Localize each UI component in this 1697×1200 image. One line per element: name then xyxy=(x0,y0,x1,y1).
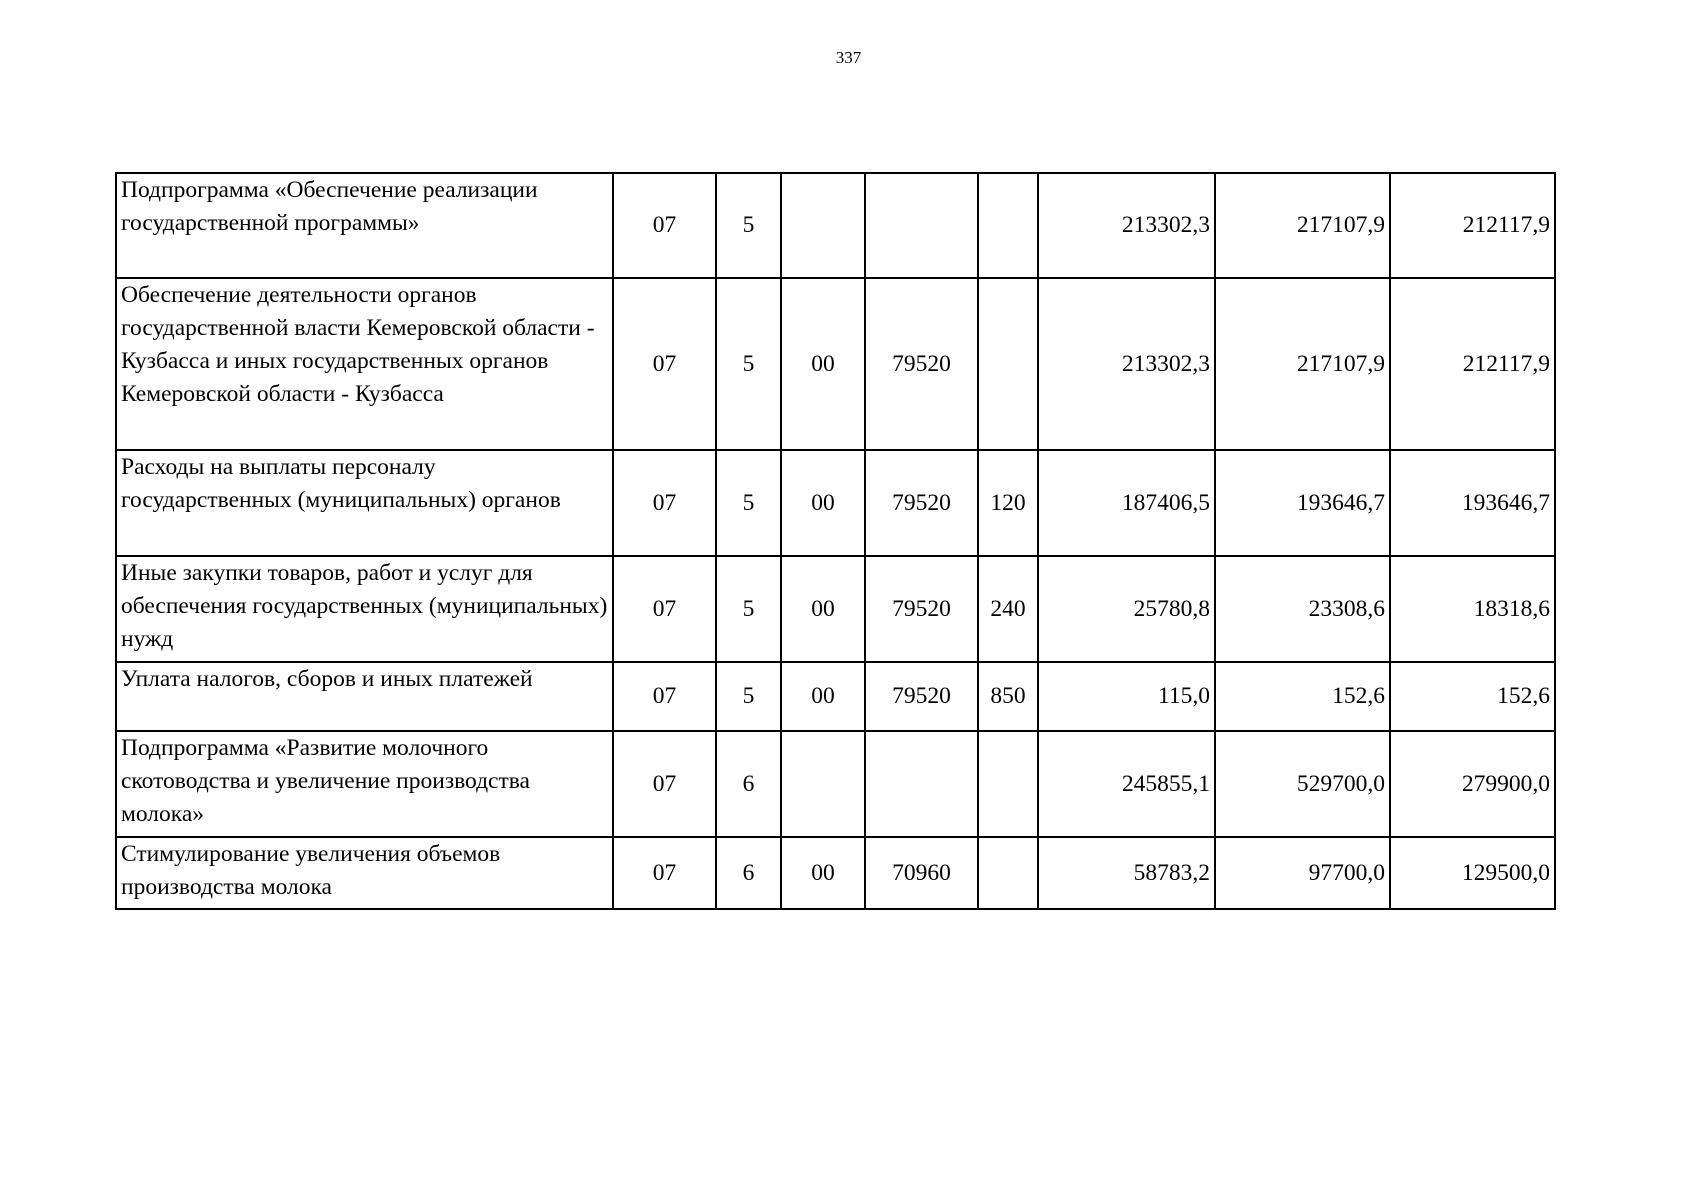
page-number: 337 xyxy=(835,48,862,67)
csr-part2-cell: 70960 xyxy=(865,837,978,909)
sum-year1-cell: 25780,8 xyxy=(1038,556,1215,662)
sum-year2-cell: 23308,6 xyxy=(1215,556,1390,662)
sum-year3-cell: 18318,6 xyxy=(1390,556,1555,662)
podrazdel-cell: 5 xyxy=(716,173,781,278)
razdel-cell: 07 xyxy=(613,556,716,662)
csr-part2-cell: 79520 xyxy=(865,450,978,556)
csr-part1-cell: 00 xyxy=(781,556,865,662)
sum-year2-cell: 193646,7 xyxy=(1215,450,1390,556)
podrazdel-cell: 6 xyxy=(716,731,781,837)
row-name-cell: Уплата налогов, сборов и иных платежей xyxy=(116,662,613,731)
csr-part2-cell xyxy=(865,173,978,278)
row-name-cell: Стимулирование увеличения объемов производства молока xyxy=(116,837,613,909)
razdel-cell: 07 xyxy=(613,662,716,731)
table-row xyxy=(116,173,1555,278)
sum-year1-cell: 245855,1 xyxy=(1038,731,1215,837)
table-row xyxy=(116,662,1555,731)
sum-year1-cell: 213302,3 xyxy=(1038,278,1215,450)
table-row xyxy=(116,837,1555,909)
csr-part1-cell: 00 xyxy=(781,450,865,556)
row-name-cell: Иные закупки товаров, работ и услуг для обеспечения государственных (муниципальных) нужд xyxy=(116,556,613,662)
podrazdel-cell: 5 xyxy=(716,278,781,450)
sum-year2-cell: 97700,0 xyxy=(1215,837,1390,909)
budget-table xyxy=(115,172,1556,910)
vr-cell: 850 xyxy=(978,662,1038,731)
razdel-cell: 07 xyxy=(613,173,716,278)
sum-year2-cell: 152,6 xyxy=(1215,662,1390,731)
csr-part1-cell xyxy=(781,731,865,837)
sum-year2-cell: 217107,9 xyxy=(1215,173,1390,278)
sum-year2-cell: 217107,9 xyxy=(1215,278,1390,450)
table-row xyxy=(116,450,1555,556)
vr-cell: 240 xyxy=(978,556,1038,662)
sum-year3-cell: 212117,9 xyxy=(1390,278,1555,450)
sum-year3-cell: 212117,9 xyxy=(1390,173,1555,278)
sum-year3-cell: 193646,7 xyxy=(1390,450,1555,556)
csr-part1-cell: 00 xyxy=(781,662,865,731)
podrazdel-cell: 5 xyxy=(716,662,781,731)
table-row xyxy=(116,731,1555,837)
vr-cell xyxy=(978,731,1038,837)
row-name-cell: Обеспечение деятельности органов государственной власти Кемеровской области - Кузбасса и иных государственных органов Кемеровской области - Кузбасса xyxy=(116,278,613,450)
sum-year3-cell: 152,6 xyxy=(1390,662,1555,731)
razdel-cell: 07 xyxy=(613,450,716,556)
razdel-cell: 07 xyxy=(613,837,716,909)
sum-year3-cell: 279900,0 xyxy=(1390,731,1555,837)
sum-year1-cell: 187406,5 xyxy=(1038,450,1215,556)
csr-part2-cell: 79520 xyxy=(865,662,978,731)
podrazdel-cell: 5 xyxy=(716,556,781,662)
sum-year1-cell: 58783,2 xyxy=(1038,837,1215,909)
vr-cell: 120 xyxy=(978,450,1038,556)
vr-cell xyxy=(978,837,1038,909)
podrazdel-cell: 6 xyxy=(716,837,781,909)
csr-part2-cell xyxy=(865,731,978,837)
csr-part2-cell: 79520 xyxy=(865,556,978,662)
table-row xyxy=(116,278,1555,450)
razdel-cell: 07 xyxy=(613,731,716,837)
vr-cell xyxy=(978,278,1038,450)
table-row xyxy=(116,556,1555,662)
sum-year3-cell: 129500,0 xyxy=(1390,837,1555,909)
row-name-cell: Подпрограмма «Обеспечение реализации государственной программы» xyxy=(116,173,613,278)
csr-part1-cell: 00 xyxy=(781,837,865,909)
sum-year1-cell: 115,0 xyxy=(1038,662,1215,731)
row-name-cell: Расходы на выплаты персоналу государственных (муниципальных) органов xyxy=(116,450,613,556)
csr-part1-cell: 00 xyxy=(781,278,865,450)
csr-part2-cell: 79520 xyxy=(865,278,978,450)
podrazdel-cell: 5 xyxy=(716,450,781,556)
razdel-cell: 07 xyxy=(613,278,716,450)
row-name-cell: Подпрограмма «Развитие молочного скотоводства и увеличение производства молока» xyxy=(116,731,613,837)
sum-year2-cell: 529700,0 xyxy=(1215,731,1390,837)
vr-cell xyxy=(978,173,1038,278)
sum-year1-cell: 213302,3 xyxy=(1038,173,1215,278)
csr-part1-cell xyxy=(781,173,865,278)
